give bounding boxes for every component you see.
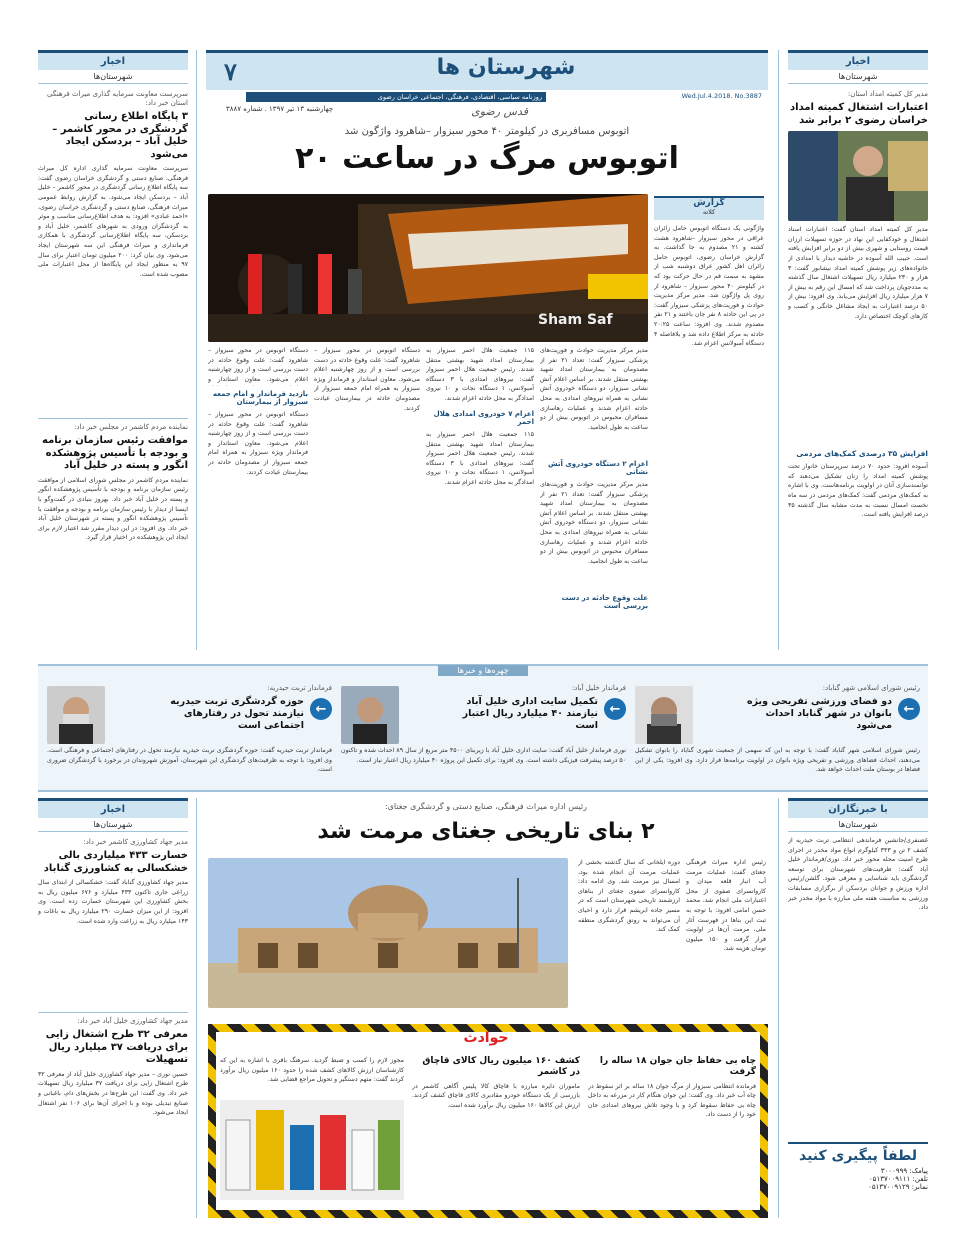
left-sub2-label: شهرستان‌ها <box>38 818 188 832</box>
right-subhead: افزایش ۳۵ درصدی کمک‌های مردمی <box>796 449 928 459</box>
right-body3: غضنفری/جانشین فرماندهی انتظامی تربت حیدریه از کشف ۲ تن و ۳۴۳ کیلوگرم انواع مواد مخدر در اجرای طرح امنیت محله محور خبر داد. نوری/فرماندار خلیل آباد گفت: ظرفیت‌های شهرستان برای توسعه گردشگری باید شناسایی و معرفی شود. گلشن/رئیس اداره ورزش و جوانان بردسکن از برگزاری مسابقات ورزشی به مناسبت هفته ملی مبارزه با مواد مخدر خبر داد. <box>788 837 928 912</box>
incident-1-body: فرمانده انتظامی سبزوار از مرگ جوان ۱۸ ساله بر اثر سقوط در چاه آب خبر داد. وی گفت: این جوان هنگام کار در مزرعه به داخل چاه بی حفاظ سقوط کرد و با وجود تلاش نیروهای امدادی جان خود را از دست داد. <box>588 1082 756 1119</box>
report-label: گزارش <box>693 198 725 208</box>
face-1-portrait <box>635 686 693 744</box>
incident-3 <box>220 1056 404 1206</box>
face-1-kicker: رئیس شورای اسلامی شهر گناباد: <box>822 684 920 692</box>
bus-lettering: Sham Saf <box>538 312 613 328</box>
face-2-kicker: فرماندار خلیل آباد: <box>571 684 626 692</box>
report-label-box <box>654 196 764 220</box>
face-item-2 <box>341 684 626 788</box>
section-title: شهرستان ها <box>436 55 576 80</box>
left-story3-kicker: مدیر جهاد کشاورزی کاشمر خبر داد: <box>83 838 188 846</box>
right-column <box>788 50 928 650</box>
left-story4-headline: معرفی ۳۲ طرح اشتغال زایی برای دریافت ۳۷ میلیارد ریال تسهیلات <box>45 1029 188 1066</box>
face-1-headline: دو فضای ورزشی تفریحی ویژه بانوان در شهر گناباد احداث می‌شود <box>747 696 892 731</box>
col-divider <box>196 798 197 1218</box>
face-3-portrait <box>47 686 105 744</box>
face-3-kicker: فرماندار تربت حیدریه: <box>267 684 332 692</box>
incidents-title: حوادث <box>463 1030 509 1046</box>
faces-band <box>38 664 928 792</box>
left-story3-headline: خسارت ۴۳۳ میلیاردی بالی خشکسالی به کشاورزی گناباد <box>43 850 188 874</box>
main-sub-fire: اعزام ۲ دستگاه خودروی آتش نشانی <box>547 460 648 476</box>
face-2-portrait <box>341 686 399 744</box>
sms-line: پیامک: ۳۰۰۰۹۹۹ <box>880 1167 928 1175</box>
right-section-label: اخبار <box>788 50 928 70</box>
face-2-headline: تکمیل سایت اداری خلیل آباد نیازمند ۴۰ میلیارد ریال اعتبار است <box>462 696 598 731</box>
main-kicker: اتوبوس مسافربری در کیلومتر ۴۰ محور سبزوار –شاهرود واژگون شد <box>344 126 630 137</box>
incident-1-headline: چاه بی حفاظ جان جوان ۱۸ ساله را گرفت <box>599 1056 756 1078</box>
tagline: روزنامه سیاسی، اقتصادی، فرهنگی، اجتماعی خراسان رضوی <box>246 92 546 102</box>
left-column <box>38 50 188 650</box>
date-en: Wed.Jul.4.2018. No.3887 <box>681 92 762 100</box>
date-fa: چهارشنبه ۱۳ تیر ۱۳۹۷ . شماره ۳۸۸۷ <box>226 105 334 113</box>
face-item-1 <box>635 684 920 788</box>
bottom-headline: ۲ بنای تاریخی جغتای مرمت شد <box>317 819 655 844</box>
main-col-5-text-b: دستگاه اتوبوس در محور سبزوار – شاهرود گفت: علت وقوع حادثه در دست بررسی است و از روز چهارشنبه اعلام می‌شود. معاون استاندار و فرماندار ویژه سبزوار به همراه امام جمعه سبزوار از مصدومان حادثه در بیمارستان عیادت کردند. <box>208 411 308 476</box>
col-divider <box>196 50 197 650</box>
left-section2-label: اخبار <box>38 798 188 818</box>
left-story1-kicker: سرپرست معاونت سرمایه گذاری میراث فرهنگی استان خبر داد: <box>47 90 188 108</box>
right-sub-label: شهرستان‌ها <box>788 70 928 84</box>
left-story3-body: مدیر جهاد کشاورزی گناباد گفت: خشکسالی از ابتدای سال زراعی جاری تاکنون ۴۳۳ میلیارد و ۶۷۶ میلیون ریال به بخش کشاورزی این شهرستان خسارت زده است. وی افزود: از این میزان خسارت ۲۹۰ میلیارد ریال به باغات و ۱۴۳ میلیارد ریال به زراعت وارد شده است. <box>38 879 188 925</box>
col-divider <box>778 50 779 650</box>
right-kicker: مدیر کل کمیته امداد استان: <box>847 90 928 98</box>
main-sub-visit: بازدید فرماندار و امام جمعه سبزوار از بیمارستان <box>212 390 308 406</box>
bottom-right-column <box>788 798 928 1218</box>
fax-line: نمابر: ۰۵۱۳۷۰۰۹۱۲۹ <box>868 1183 928 1191</box>
left-story4-body: حسین نوری – مدیر جهاد کشاورزی خلیل آباد از معرفی ۳۲ طرح اشتغال زایی برای دریافت ۳۷ میلیارد ریال تسهیلات خبر داد. وی گفت: این طرح‌ها در بخش‌های دام، باغبانی و صنایع تبدیلی بوده و با اجرای آن‌ها برای ۱۰۶ نفر اشتغال ایجاد می‌شود. <box>38 1070 188 1117</box>
phone-line: تلفن: ۰۵۱۳۷۰۰۹۱۱۱ <box>868 1175 928 1183</box>
report-author: کلاته <box>702 208 716 216</box>
main-col-4 <box>314 346 420 646</box>
bus-crash-photo <box>208 194 648 342</box>
incident-2-headline: کشف ۱۶۰ میلیون ریال کالای قاچاق در کاشمر <box>422 1056 580 1078</box>
incident-3-body: مجوز لازم را کسب و ضبط گردید. سرهنگ باقری با اشاره به این که کارشناسان ارزش کالاهای کشف شده را حدود ۱۶۰ میلیون ریال برآورد کردند گفت: متهم دستگیر و تحویل مراجع قضایی شد. <box>220 1057 404 1084</box>
left-story1-headline: ۳ پایگاه اطلاع رسانی گردشگری در محور کاشمر –خلیل آباد – بردسکن ایجاد می‌شود <box>52 111 188 160</box>
bottom-col-1: رئیس اداره میراث فرهنگی جغتای گفت: عملیات مرمت آب انبار قلعه میدان و کاروانسرای صفوی از محل اعتبارات ملی انجام شد. محمد حسن امامی افزود: با توجه به ثبت این بناها در فهرست آثار ملی، مرمت آن‌ها در اولویت قرار گرفت و ۱۵۰ میلیون تومان هزینه شد. <box>686 859 766 953</box>
bottom-kicker: رئیس اداره میراث فرهنگی، صنایع دستی و گردشگری جغتای: <box>384 802 588 811</box>
main-sub-redcrescent: اعزام ۷ خودروی امدادی هلال احمر <box>433 410 534 426</box>
right-body: مدیر کل کمیته امداد استان گفت: اعتبارات اسناد اشتغال و خودکفایی این نهاد در حوزه تسهیلات ارزان قیمت روستایی و شهری بیش از دو برابر افزایش یافته است. حبیب الله آسوده در حاشیه دیدار با امدادی از خانواده‌های زیر پوشش کمیته امداد نیشابور گفت: ۳ هزار و ۲۳۰ میلیارد ریال تسهیلات اشتغال سال گذشته به مددجویان پرداخت شد که امسال این رقم به بیش از ۷ هزار میلیارد ریال افزایش می‌یابد. وی افزود: بیش از ۵۰ درصد اعتبارات به ایجاد مشاغل خانگی و کسب و کارهای کوچک اختصاص دارد. <box>788 226 928 320</box>
left-story2-body: نماینده مردم کاشمر در مجلس شورای اسلامی از موافقت رئیس سازمان برنامه و بودجه با تأسیس پژوهشکده انگور و پسته در خلیل آباد خبر داد. بهروز بنیادی در گفت‌وگو با ایسنا از دیدار با رئیس سازمان برنامه و بودجه و موافقت با تأسیس پژوهشکده انگور و پسته در شهرستان خلیل آباد خبر داد. وی افزود: در این دیدار مقرر شد اعتبار لازم برای ایجاد این پژوهشکده در اختیار قرار گیرد. <box>38 476 188 542</box>
left-story2-kicker: نماینده مردم کاشمر در مجلس خبر داد: <box>73 423 188 432</box>
bottom-left-column <box>38 798 188 1218</box>
left-sub-label: شهرستان‌ها <box>38 70 188 84</box>
incident-1 <box>588 1056 756 1196</box>
face-3-headline: حوزه گردشگری تربت حیدریه نیازمند تحول در رفتارهای اجتماعی است <box>170 696 304 731</box>
main-col-5-text: دستگاه اتوبوس در محور سبزوار – شاهرود گفت: علت وقوع حادثه در دست بررسی است و از روز چهارشنبه اعلام می‌شود. معاون استاندار و <box>208 347 308 383</box>
arrow-icon: ← <box>604 698 626 720</box>
left-story1-body: سرپرست معاونت سرمایه گذاری اداره کل میراث فرهنگی، صنایع دستی و گردشگری خراسان رضوی گفت: سه پایگاه اطلاع رسانی گردشگری در محور کاشمر – خلیل آباد – بردسکن ایجاد می‌شود. به گزارش روابط عمومی میراث فرهنگی، صنایع دستی و گردشگری خراسان رضوی، «احمد عبادی» افزود: به هدف اطلاع‌رسانی مناسب و موثر به گردشگران ورودی به شهرهای کاشمر، خلیل آباد و بردسکن، سه پایگاه اطلاع‌رسانی گردشگری با همکاری فرمانداری و میراث فرهنگی این سه شهرستان ایجاد می‌شود. وی بیان کرد: ۲۰۰ میلیون تومان اعتبار برای سال ۹۷ به منظور ایجاد این پایگاه‌ها از محل اعتبارات ملی مصوب شده است. <box>38 165 188 278</box>
main-col-2 <box>540 346 648 646</box>
main-col-3-text: ۱۱۵ جمعیت هلال احمر سبزوار به بیمارستان امداد شهید بهشتی منتقل شدند. رئیس جمعیت هلال احمر سبزوار گفت: نیروهای امدادی با ۳ دستگاه آمبولانس، ۱ دستگاه نجات و ۱۰ نیروی امدادگر به محل حادثه اعزام شدند. <box>426 347 534 403</box>
follow-title: لطفاً پیگیری کنید <box>798 1148 917 1164</box>
main-headline: اتوبوس مرگ در ساعت ۲۰ <box>295 141 679 176</box>
page-number: ۷ <box>224 57 237 86</box>
follow-box <box>788 1142 928 1191</box>
main-col-3-text-b: ۱۱۵ جمعیت هلال احمر سبزوار به بیمارستان امداد شهید بهشتی منتقل شدند. رئیس جمعیت هلال احمر سبزوار گفت: نیروهای امدادی با ۳ دستگاه آمبولانس، ۱ دستگاه نجات و ۱۰ نیروی امدادگر به محل حادثه اعزام شدند. <box>426 431 534 487</box>
face-3-body: فرماندار تربت حیدریه گفت: حوزه گردشگری تربت حیدریه نیازمند تحول در رفتارهای اجتماعی و فرهنگی است. وی افزود: با توجه به ظرفیت‌های گردشگری این شهرستان، آموزش شهروندان در برخورد با گردشگران ضروری است. <box>47 747 332 774</box>
official-photo <box>788 131 928 221</box>
main-col-3 <box>426 346 534 646</box>
bottom-col-2: دوره ایلخانی که سال گذشته بخشی از عملیات مرمت آن انجام شده بود، امسال نیز مرمت شد. وی ادامه داد: کاروانسرای صفوی جغتای از بناهای ارزشمند تاریخی شهرستان است که در مسیر جاده ابریشم قرار دارد و احیای آن می‌تواند به رونق گردشگری منطقه کمک کند. <box>578 859 680 934</box>
face-2-body: نوری فرماندار خلیل آباد گفت: سایت اداری خلیل آباد با زیربنای ۴۵۰۰ متر مربع از سال ۸۹ احداث شده و تاکنون ۵۰ درصد پیشرفت فیزیکی داشته است. وی افزود: برای تکمیل این پروژه ۴۰ میلیارد ریال اعتبار نیاز است. <box>341 747 626 764</box>
masthead <box>206 50 768 125</box>
main-col-2-text: مدیر مرکز مدیریت حوادث و فوریت‌های پزشکی سبزوار گفت: تعداد ۲۱ نفر از مصدومان به بیمارستان امداد شهید بهشتی منتقل شدند. بر اساس اعلام آتش نشانی سبزوار، دو دستگاه خودروی آتش نشانی به همراه نیروهای امدادی به محل حادثه اعزام شدند و عملیات رهاسازی مسافران محبوس در اتوبوس بیش از دو ساعت به طول انجامید. <box>540 347 648 431</box>
main-col-4-text: دستگاه اتوبوس در محور سبزوار – شاهرود گفت: علت وقوع حادثه در دست بررسی است و از روز چهارشنبه اعلام می‌شود. معاون استاندار و فرماندار ویژه سبزوار به همراه امام جمعه سبزوار از مصدومان حادثه در بیمارستان عیادت کردند. <box>314 347 420 412</box>
face-1-body: رئیس شورای اسلامی شهر گناباد گفت: با توجه به این که سهمی از جمعیت شهری گناباد را بانوان تشکیل می‌دهند، احداث فضاهای ورزشی و تفریحی ویژه بانوان در اولویت برنامه‌ها قرار دارد. وی افزود: یکی از این فضاها در بوستان ملت احداث خواهد شد. <box>635 747 920 774</box>
faces-band-label: چهره‌ها و خبرها <box>438 665 528 676</box>
left-section-label: اخبار <box>38 50 188 70</box>
incident-2 <box>412 1056 580 1196</box>
arrow-icon: ← <box>898 698 920 720</box>
left-story4-kicker: مدیر جهاد کشاورزی خلیل آباد خبر داد: <box>77 1017 188 1026</box>
right-headline: اعتبارات اشتغال کمیته امداد خراسان رضوی ۲ برابر شد <box>790 102 928 126</box>
historic-building-photo <box>208 858 568 1008</box>
right-sub2-label: شهرستان‌ها <box>788 818 928 832</box>
left-story2-headline: موافقت رئیس سازمان برنامه و بودجه با تأسیس پژوهشکده انگور و پسته در خلیل آباد <box>42 435 188 472</box>
newspaper-logo: قدس رضوی <box>471 105 528 118</box>
main-col-2-text-b: مدیر مرکز مدیریت حوادث و فوریت‌های پزشکی سبزوار گفت: تعداد ۲۱ نفر از مصدومان به بیمارستان امداد شهید بهشتی منتقل شدند. بر اساس اعلام آتش نشانی سبزوار، دو دستگاه خودروی آتش نشانی به همراه نیروهای امدادی به محل حادثه اعزام شدند و عملیات رهاسازی مسافران محبوس در اتوبوس بیش از دو ساعت به طول انجامید. <box>540 481 648 565</box>
main-col-1: واژگونی یک دستگاه اتوبوس حامل زائران عراقی در محور سبزوار –شاهرود هشت کشته و ۲۱ مصدوم به جا گذاشت. به گزارش خراسان رضوی، اتوبوس حامل زائران اهل کشور عراق دوشنبه شب از مشهد به سمت قم در حال حرکت بود که در کیلومتر ۴۰ محور سبزوار – شاهرود از روی پل واژگون شد. مدیر مرکز مدیریت حوادث و فوریت‌های پزشکی سبزوار گفت: در پی این حادثه ۸ نفر جان باختند و ۲۱ نفر مصدوم شدند. وی افزود: ساعت ۲۰:۲۵ حادثه به مرکز اطلاع داده شد و بلافاصله ۴ دستگاه آمبولانس اعزام شد. <box>654 225 764 348</box>
main-col-5 <box>208 346 308 646</box>
main-sub-cause: علت وقوع حادثه در دست بررسی است <box>561 594 648 610</box>
col-divider <box>778 798 779 1218</box>
incident-2-body: ماموران دایره مبارزه با قاچاق کالا پلیس آگاهی کاشمر در بازرسی از یک دستگاه خودرو مقادیری کالای قاچاق کشف کردند. ارزش این کالاها ۱۶۰ میلیون ریال برآورد شده است. <box>412 1082 580 1109</box>
right-section2-label: با خبرنگاران <box>788 798 928 818</box>
face-item-3 <box>47 684 332 788</box>
arrow-icon: ← <box>310 698 332 720</box>
seized-goods-photo <box>220 1100 404 1200</box>
incidents-box <box>208 1024 768 1218</box>
right-body2: آسوده افزود: حدود ۷۰ درصد سرپرستان خانوار تحت پوشش کمیته امداد را زنان تشکیل می‌دهند که توانمندسازی آنان در اولویت برنامه‌هاست. وی با اشاره به کمک‌های مردمی گفت: کمک‌های مردمی در سه ماه نخست امسال نسبت به مدت مشابه سال گذشته ۳۵ درصد افزایش یافته است. <box>788 463 928 519</box>
